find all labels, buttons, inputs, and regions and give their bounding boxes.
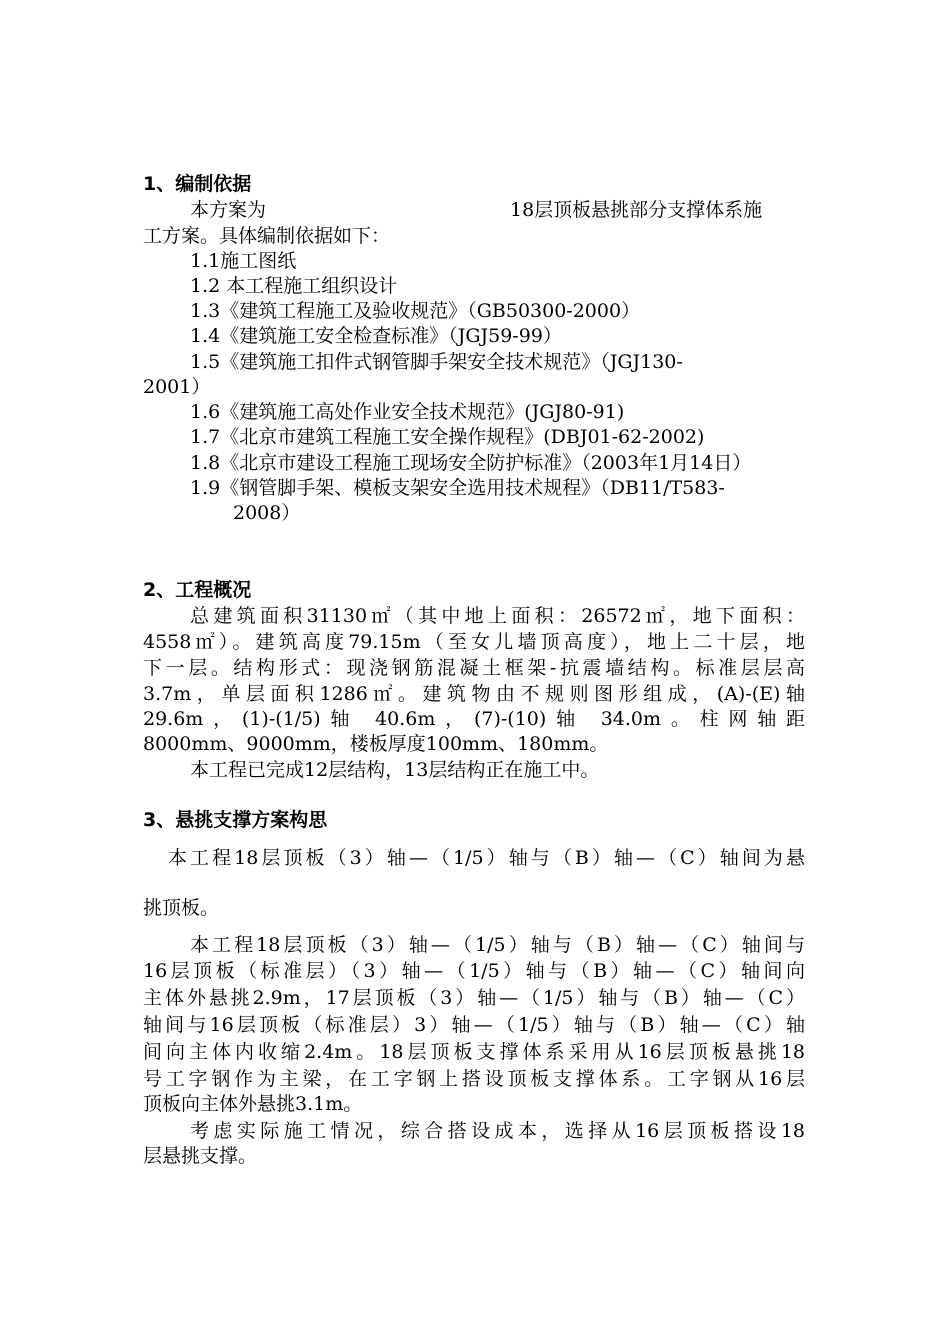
scheme-line: 本工程18层顶板（3）轴—（1/5）轴与（B）轴—（C）轴间为悬 (168, 847, 805, 869)
overview-line: 4558㎡）。建筑高度79.15m（至女儿墙顶高度），地上二十层，地 (143, 631, 805, 653)
section-1-intro-a: 本方案为 (190, 199, 267, 221)
scheme-line: 本工程18层顶板（3）轴—（1/5）轴与（B）轴—（C）轴间与 (190, 934, 805, 956)
scheme-line: 考虑实际施工情况，综合搭设成本，选择从16层顶板搭设18 (190, 1120, 805, 1142)
section-3-heading: 3、悬挑支撑方案构思 (143, 809, 328, 831)
scheme-line: 号工字钢作为主梁，在工字钢上搭设顶板支撑体系。工字钢从16层 (143, 1068, 805, 1090)
scheme-line: 挑顶板。 (143, 897, 220, 919)
basis-item: 1.4《建筑施工安全检查标准》（JGJ59-99） (190, 325, 562, 347)
basis-item: 1.2 本工程施工组织设计 (190, 275, 398, 297)
basis-item: 1.8《北京市建设工程施工现场安全防护标准》（2003年1月14日） (190, 452, 752, 474)
basis-item: 1.1施工图纸 (190, 250, 297, 272)
overview-line: 下一层。结构形式：现浇钢筋混凝土框架-抗震墙结构。标准层层高 (143, 657, 805, 679)
overview-line: 8000mm、9000mm，楼板厚度100mm、180mm。 (143, 733, 609, 755)
basis-item: 1.6《建筑施工高处作业安全技术规范》(JGJ80-91) (190, 401, 625, 423)
scheme-line: 顶板向主体外悬挑3.1m。 (143, 1093, 363, 1115)
basis-item-continuation: 2008） (233, 502, 301, 524)
basis-item: 1.7《北京市建筑工程施工安全操作规程》(DBJ01-62-2002) (190, 426, 705, 448)
scheme-line: 16层顶板（标准层）（3）轴—（1/5）轴与（B）轴—（C）轴间向 (143, 960, 805, 982)
section-1-intro-c: 工方案。具体编制依据如下： (143, 225, 391, 247)
overview-line: 29.6m，(1)-(1/5)轴 40.6m，(7)-(10)轴 34.0m。柱网轴距 (143, 708, 805, 730)
scheme-line: 层悬挑支撑。 (143, 1145, 258, 1167)
overview-line: 总建筑面积31130㎡（其中地上面积：26572㎡，地下面积： (190, 605, 805, 627)
section-1-heading: 1、编制依据 (143, 173, 252, 195)
basis-item: 1.5《建筑施工扣件式钢管脚手架安全技术规范》（JGJ130- (190, 351, 683, 373)
overview-progress: 本工程已完成12层结构，13层结构正在施工中。 (190, 759, 600, 781)
scheme-line: 间向主体内收缩2.4m。18层顶板支撑体系采用从16层顶板悬挑18 (143, 1041, 805, 1063)
basis-item: 1.9《钢管脚手架、模板支架安全选用技术规程》（DB11/T583- (190, 477, 725, 499)
overview-line: 3.7m，单层面积1286㎡。建筑物由不规则图形组成，(A)-(E)轴 (143, 683, 805, 705)
section-2-heading: 2、工程概况 (143, 579, 252, 601)
section-1-intro-b: 18层顶板悬挑部分支撑体系施 (510, 199, 763, 221)
basis-item: 1.3《建筑工程施工及验收规范》（GB50300-2000） (190, 300, 641, 322)
basis-item-continuation: 2001） (143, 376, 211, 398)
scheme-line: 主体外悬挑2.9m，17层顶板（3）轴—（1/5）轴与（B）轴—（C） (143, 987, 805, 1009)
scheme-line: 轴间与16层顶板（标准层）3）轴—（1/5）轴与（B）轴—（C）轴 (143, 1014, 805, 1036)
